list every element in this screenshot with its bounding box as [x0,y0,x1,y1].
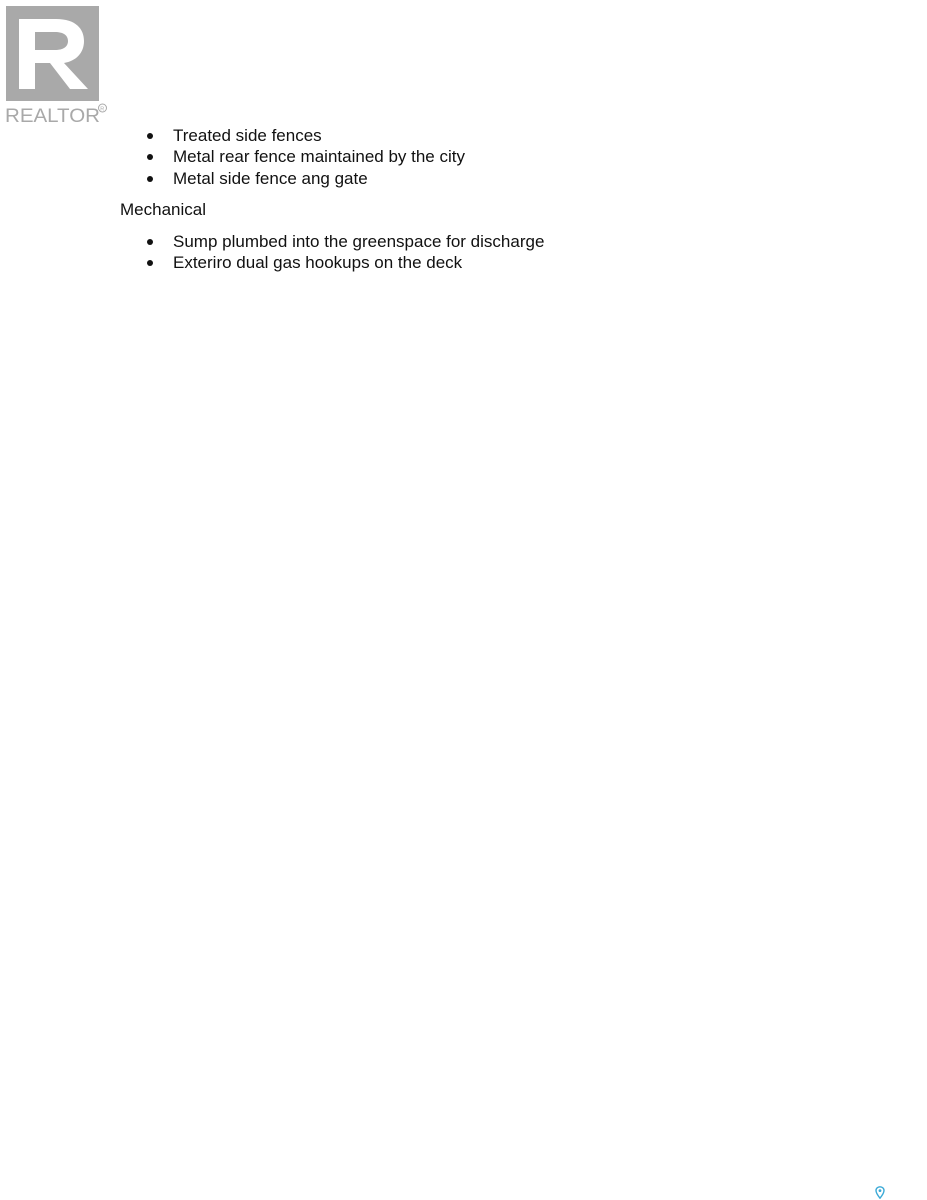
map-pin-icon [875,1186,885,1199]
mechanical-list [146,231,544,274]
svg-text:REALTOR: REALTOR [5,105,100,127]
list-item: Exteriro dual gas hookups on the deck [146,252,544,273]
fences-list [146,125,465,189]
list-item: Metal rear fence maintained by the city [146,146,465,167]
list-item: Metal side fence ang gate [146,168,465,189]
realtor-logo-watermark [4,5,108,127]
svg-text:R: R [100,106,105,113]
list-item: Sump plumbed into the greenspace for discharge [146,231,544,252]
list-item: Treated side fences [146,125,465,146]
section-heading-mechanical: Mechanical [120,200,206,219]
